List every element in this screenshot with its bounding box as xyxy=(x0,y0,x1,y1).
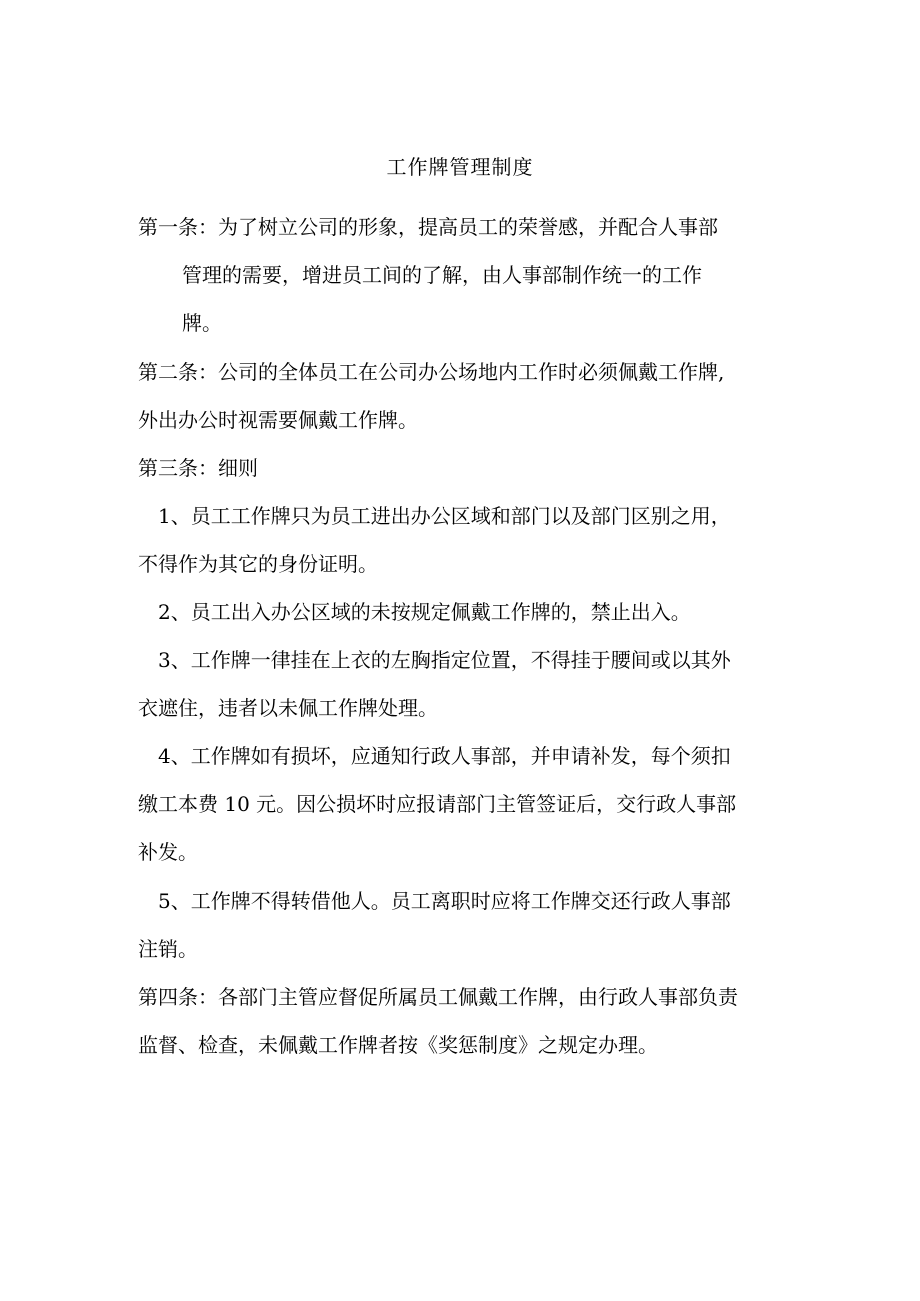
rule-1-line-2: 不得作为其它的身份证明。 xyxy=(138,552,378,576)
rule-4-line-2: 缴工本费 10 元。因公损坏时应报请部门主管签证后，交行政人事部 xyxy=(138,792,737,816)
article-2-line-1: 第二条：公司的全体员工在公司办公场地内工作时必须佩戴工作牌, xyxy=(138,360,725,384)
document-title: 工作牌管理制度 xyxy=(386,155,534,179)
article-4-line-2: 监督、检查，未佩戴工作牌者按《奖惩制度》之规定办理。 xyxy=(138,1033,658,1057)
article-2-line-2: 外出办公时视需要佩戴工作牌。 xyxy=(138,408,418,432)
article-3-heading: 第三条：细则 xyxy=(138,456,258,480)
rule-2-line-1: 2、员工出入办公区域的未按规定佩戴工作牌的，禁止出入。 xyxy=(158,600,691,624)
rule-3-line-1: 3、工作牌一律挂在上衣的左胸指定位置，不得挂于腰间或以其外 xyxy=(158,648,731,672)
rule-5-line-2: 注销。 xyxy=(138,937,198,961)
rule-5-line-1: 5、工作牌不得转借他人。员工离职时应将工作牌交还行政人事部 xyxy=(158,889,731,913)
rule-4-line-3: 补发。 xyxy=(138,840,198,864)
rule-4-line-1: 4、工作牌如有损坏，应通知行政人事部，并申请补发，每个须扣 xyxy=(158,744,731,768)
article-1-line-3: 牌。 xyxy=(182,311,222,335)
article-1-line-2: 管理的需要，增进员工间的了解，由人事部制作统一的工作 xyxy=(182,263,702,287)
rule-3-line-2: 衣遮住，违者以未佩工作牌处理。 xyxy=(138,696,438,720)
article-4-line-1: 第四条：各部门主管应督促所属员工佩戴工作牌，由行政人事部负责 xyxy=(138,985,738,1009)
rule-1-line-1: 1、员工工作牌只为员工进出办公区域和部门以及部门区别之用， xyxy=(158,504,731,528)
article-1-line-1: 第一条：为了树立公司的形象，提高员工的荣誉感，并配合人事部 xyxy=(138,215,718,239)
